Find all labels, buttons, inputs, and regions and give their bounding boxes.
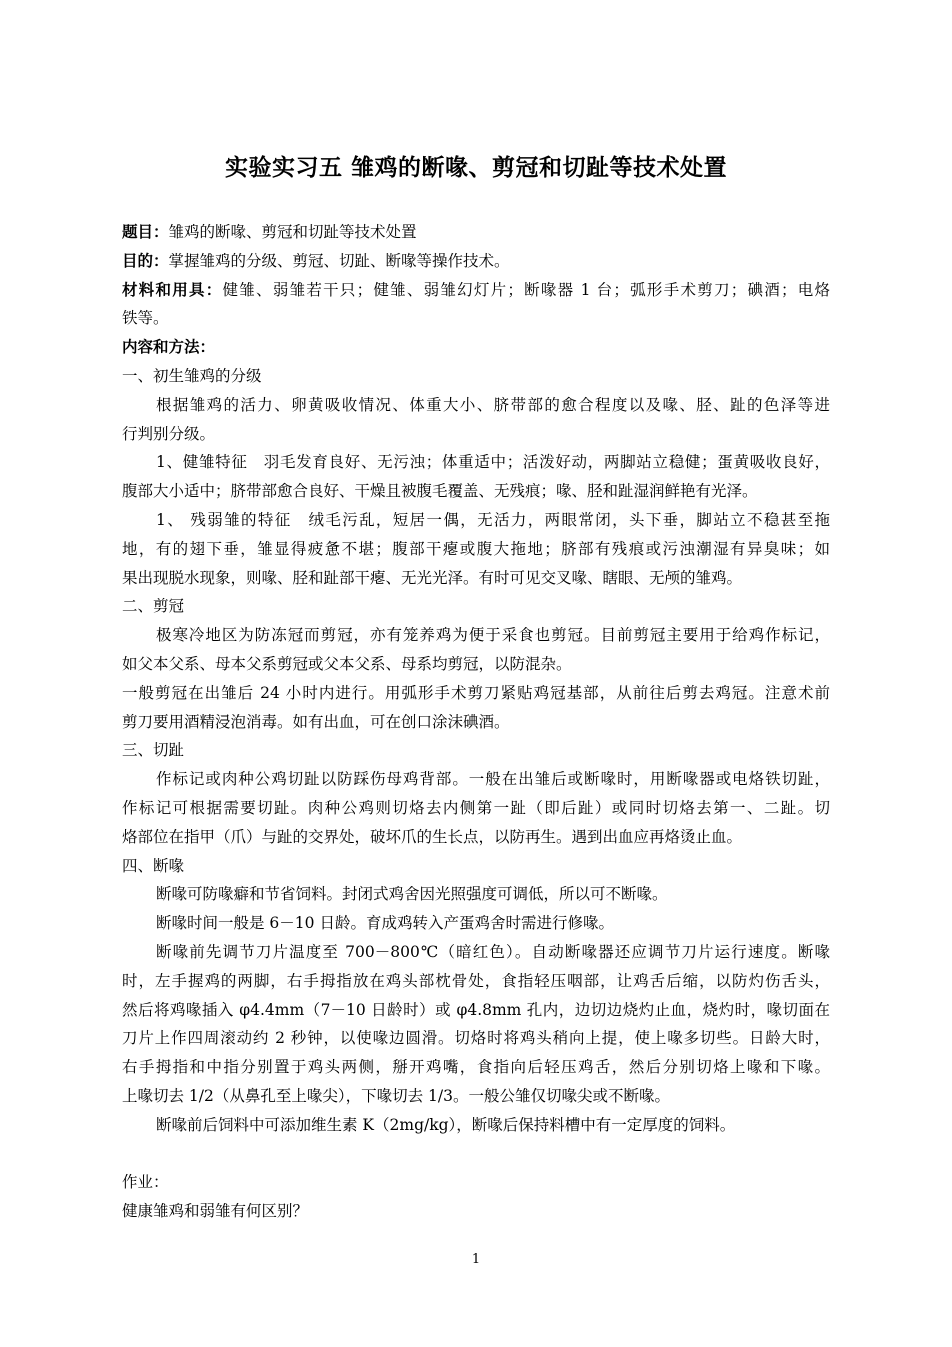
homework-label: 作业： (122, 1173, 169, 1192)
topic-line (122, 218, 830, 247)
paragraph-line: 1、健雏特征 羽毛发育良好、无污浊；体重适中；活泼好动，两脚站立稳健；蛋黄吸收良好， (156, 453, 830, 472)
paragraph-line: 1、 残弱雏的特征 绒毛污乱，短居一偶，无活力，两眼常闭，头下垂，脚站立不稳甚至拖 (156, 510, 830, 529)
paragraph-line: 时，左手握鸡的两脚，右手拇指放在鸡头部枕骨处，食指轻压咽部，让鸡舌后缩，以防灼伤舌头， (122, 971, 830, 990)
paragraph-line: 刀片上作四周滚动约 2 秒钟，以使喙边圆滑。切烙时将鸡头稍向上提，使上喙多切些。日龄大时， (122, 1029, 830, 1048)
paragraph-line: 腹部大小适中；脐带部愈合良好、干燥且被腹毛覆盖、无残痕；喙、胫和趾湿润鲜艳有光泽。 (122, 482, 758, 501)
homework-question: 健康雏鸡和弱雏有何区别？ (122, 1202, 309, 1221)
spacer (122, 1140, 830, 1169)
section-heading-comb: 二、剪冠 (122, 597, 185, 616)
document-body (122, 218, 830, 1226)
materials-label: 材料和用具： (122, 280, 223, 299)
paragraph-line: 剪刀要用酒精浸泡消毒。如有出血，可在创口涂沫碘酒。 (122, 712, 510, 731)
paragraph-line: 断喙前后饲料中可添加维生素 K（2mg/kg），断喙后保持料槽中有一定厚度的饲料。 (156, 1115, 736, 1134)
paragraph-line: 然后将鸡喙插入 φ4.4mm（7－10 日龄时）或 φ4.8mm 孔内，边切边烧灼止血，烧灼时，喙切面在 (122, 1000, 830, 1019)
topic-text: 雏鸡的断喙、剪冠和切趾等技术处置 (168, 223, 417, 241)
paragraph-line: 上喙切去 1/2（从鼻孔至上喙尖），下喙切去 1/3。一般公雏仅切喙尖或不断喙。 (122, 1086, 670, 1105)
paragraph-line: 地，有的翅下垂，雏显得疲惫不堪；腹部干瘪或腹大拖地；脐部有残痕或污浊潮湿有异臭味；如 (122, 539, 830, 558)
materials-line (122, 276, 830, 305)
paragraph-line: 果出现脱水现象，则喙、胫和趾部干瘪、无光光泽。有时可见交叉喙、瞎眼、无颅的雏鸡。 (122, 568, 743, 587)
paragraph-line: 烙部位在指甲（爪）与趾的交界处，破坏爪的生长点，以防再生。遇到出血应再烙烫止血。 (122, 827, 743, 846)
purpose-label: 目的： (122, 251, 169, 270)
paragraph-line: 一般剪冠在出雏后 24 小时内进行。用弧形手术剪刀紧贴鸡冠基部，从前往后剪去鸡冠。注意术前 (122, 683, 830, 702)
page-number: 1 (471, 1252, 481, 1267)
purpose-line (122, 247, 830, 276)
purpose-text: 掌握雏鸡的分级、剪冠、切趾、断喙等操作技术。 (168, 251, 510, 270)
paragraph-line: 右手拇指和中指分别置于鸡头两侧，掰开鸡嘴，食指向后轻压鸡舌，然后分别切烙上喙和下喙。 (122, 1058, 830, 1077)
paragraph-line: 极寒冷地区为防冻冠而剪冠，亦有笼养鸡为便于采食也剪冠。目前剪冠主要用于给鸡作标记， (156, 626, 830, 645)
paragraph-line: 根据雏鸡的活力、卵黄吸收情况、体重大小、脐带部的愈合程度以及喙、胫、趾的色泽等进 (156, 395, 830, 414)
materials-line-2: 铁等。 (122, 309, 169, 328)
paragraph-line: 断喙前先调节刀片温度至 700－800℃（暗红色）。自动断喙器还应调节刀片运行速度。断喙 (156, 942, 830, 961)
paragraph-line: 作标记可根据需要切趾。肉种公鸡则切烙去内侧第一趾（即后趾）或同时切烙去第一、二趾。切 (122, 798, 830, 817)
section-heading-beak: 四、断喙 (122, 856, 185, 875)
paragraph-line: 行判别分级。 (122, 424, 216, 443)
paragraph-line: 如父本父系、母本父系剪冠或父本父系、母系均剪冠，以防混杂。 (122, 654, 572, 673)
section-heading-grading: 一、初生雏鸡的分级 (122, 366, 262, 385)
topic-label: 题目： (122, 223, 169, 241)
paragraph-line: 断喙可防喙癖和节省饲料。封闭式鸡舍因光照强度可调低，所以可不断喙。 (156, 885, 668, 904)
materials-text: 健雏、弱雏若干只；健雏、弱雏幻灯片；断喙器 1 台；弧形手术剪刀；碘酒；电烙 (222, 280, 830, 299)
section-heading-toe: 三、切趾 (122, 741, 185, 760)
paragraph-line: 作标记或肉种公鸡切趾以防踩伤母鸡背部。一般在出雏后或断喙时，用断喙器或电烙铁切趾， (156, 770, 830, 789)
content-label: 内容和方法： (122, 338, 216, 357)
paragraph-line: 断喙时间一般是 6－10 日龄。育成鸡转入产蛋鸡舍时需进行修喙。 (156, 914, 614, 933)
page-title: 实验实习五 雏鸡的断喙、剪冠和切趾等技术处置 (224, 155, 727, 181)
